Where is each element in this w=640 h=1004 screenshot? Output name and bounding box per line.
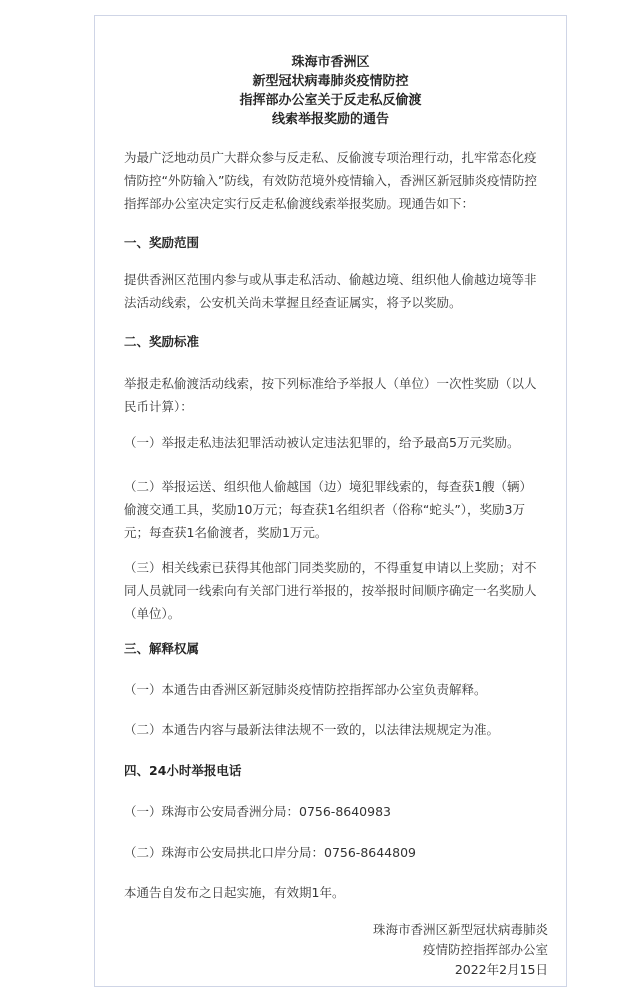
section2-item-3-line-2: 同人员就同一线索向有关部门进行举报的，按举报时间顺序确定一名奖励人 — [124, 583, 537, 598]
intro-line-2: 情防控“外防输入”防线，有效防范境外疫情输入，香洲区新冠肺炎疫情防控 — [124, 173, 537, 188]
intro-line-1: 为最广泛地动员广大群众参与反走私、反偷渡专项治理行动，扎牢常态化疫 — [124, 150, 537, 165]
section2-intro-paragraph — [124, 372, 544, 418]
section1-paragraph — [124, 268, 544, 314]
section2-intro-line-2: 民币计算）： — [124, 399, 193, 414]
title-line-4: 线索举报奖励的通告 — [271, 112, 389, 127]
section4-heading: 四、24小时举报电话 — [124, 763, 242, 778]
title-line-1: 珠海市香洲区 — [291, 55, 370, 70]
signature-block — [373, 920, 548, 980]
section2-item-3 — [124, 556, 544, 625]
section3-heading: 三、解释权属 — [124, 641, 200, 656]
hotline-xiangzhou: （一）珠海市公安局香洲分局：0756-8640983 — [124, 804, 391, 819]
section2-item-3-line-3: （单位）。 — [124, 606, 181, 621]
section2-item-2-line-3: 元；每查获1名偷渡者，奖励1万元。 — [124, 525, 328, 540]
section2-intro-line-1: 举报走私偷渡活动线索，按下列标准给予举报人（单位）一次性奖励（以人 — [124, 376, 537, 391]
intro-paragraph — [124, 146, 544, 215]
section2-item-1-line-1: （一）举报走私违法犯罪活动被认定违法犯罪的，给予最高5万元奖励。 — [124, 435, 520, 450]
signature-date: 2022年2月15日 — [454, 962, 548, 977]
section2-item-3-line-1: （三）相关线索已获得其他部门同类奖励的，不得重复申请以上奖励；对不 — [124, 560, 537, 575]
notice-title — [95, 53, 566, 129]
section2-item-2-line-2: 偷渡交通工具，奖励10万元；每查获1名组织者（俗称“蛇头”），奖励3万 — [124, 502, 526, 517]
section2-item-2 — [124, 475, 544, 544]
section3-item-2: （二）本通告内容与最新法律法规不一致的，以法律法规规定为准。 — [124, 722, 500, 737]
title-line-3: 指挥部办公室关于反走私反偷渡 — [239, 93, 422, 108]
intro-line-3: 指挥部办公室决定实行反走私偷渡线索举报奖励。现通告如下： — [124, 196, 475, 211]
title-line-2: 新型冠状病毒肺炎疫情防控 — [252, 74, 409, 89]
section3-item-1: （一）本通告由香洲区新冠肺炎疫情防控指挥部办公室负责解释。 — [124, 682, 487, 697]
signature-line-2: 疫情防控指挥部办公室 — [422, 942, 548, 957]
section2-item-1 — [124, 431, 544, 454]
section2-heading: 二、奖励标准 — [124, 334, 200, 349]
section1-line-1: 提供香洲区范围内参与或从事走私活动、偷越边境、组织他人偷越边境等非 — [124, 272, 537, 287]
signature-line-1: 珠海市香洲区新型冠状病毒肺炎 — [372, 922, 548, 937]
section1-line-2: 法活动线索，公安机关尚未掌握且经查证属实，将予以奖励。 — [124, 295, 462, 310]
section2-item-2-line-1: （二）举报运送、组织他人偷越国（边）境犯罪线索的，每查获1艘（辆） — [124, 479, 532, 494]
section1-heading: 一、奖励范围 — [124, 235, 200, 250]
notice-document — [94, 15, 567, 987]
hotline-gongbei: （二）珠海市公安局拱北口岸分局：0756-8644809 — [124, 845, 416, 860]
closing-statement: 本通告自发布之日起实施，有效期1年。 — [124, 885, 345, 900]
